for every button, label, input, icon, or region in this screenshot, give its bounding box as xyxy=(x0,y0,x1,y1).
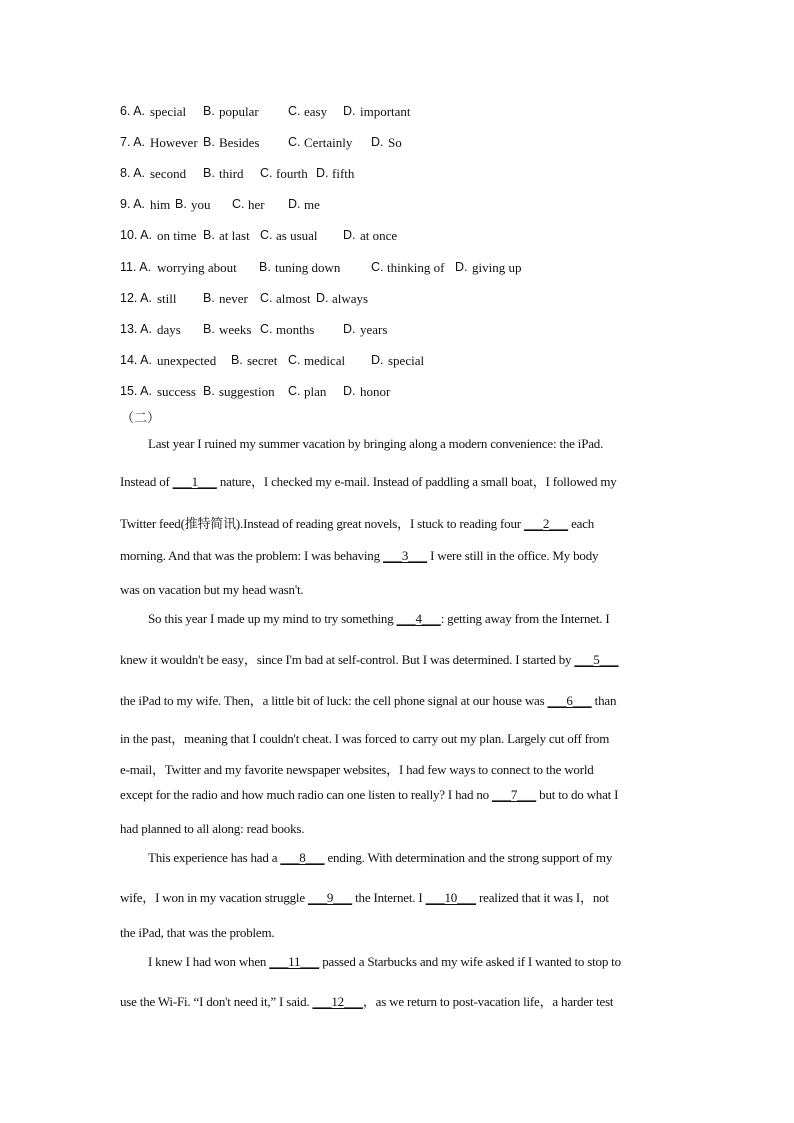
option-a[interactable]: him xyxy=(150,197,171,212)
passage-line: morning. And that was the problem: I was behaving ___3___ I were still in the office. My body xyxy=(120,548,599,563)
option-d[interactable]: years xyxy=(360,322,388,337)
option-letter: C. xyxy=(260,228,273,242)
option-c[interactable]: almost xyxy=(276,291,311,306)
question-number: 14. A. xyxy=(120,353,152,367)
option-a[interactable]: second xyxy=(150,166,187,181)
option-a[interactable]: success xyxy=(157,384,196,399)
blank-2[interactable]: ___2___ xyxy=(523,516,569,531)
option-letter: C. xyxy=(260,322,273,336)
option-letter: C. xyxy=(288,135,301,149)
option-b[interactable]: weeks xyxy=(219,322,252,337)
passage-line: I knew I had won when ___11___ passed a Starbucks and my wife asked if I wanted to stop to xyxy=(148,954,621,969)
option-letter: B. xyxy=(175,197,187,211)
option-b[interactable]: Besides xyxy=(219,135,260,150)
option-c[interactable]: plan xyxy=(304,384,327,399)
option-d[interactable]: So xyxy=(388,135,402,150)
passage-line: wife，I won in my vacation struggle ___9___ the Internet. I ___10___ realized that it was I，not xyxy=(120,890,609,905)
option-letter: B. xyxy=(259,260,271,274)
passage-line: e-mail，Twitter and my favorite newspaper websites，I had few ways to connect to the world xyxy=(120,762,594,777)
option-b[interactable]: tuning down xyxy=(275,260,341,275)
option-d[interactable]: special xyxy=(388,353,425,368)
option-b[interactable]: suggestion xyxy=(219,384,275,399)
option-a[interactable]: However xyxy=(150,135,198,150)
option-a[interactable]: unexpected xyxy=(157,353,217,368)
option-letter: C. xyxy=(288,104,301,118)
option-letter: D. xyxy=(343,228,356,242)
option-d[interactable]: always xyxy=(332,291,369,306)
option-d[interactable]: at once xyxy=(360,228,398,243)
option-c[interactable]: her xyxy=(248,197,265,212)
option-b[interactable]: never xyxy=(219,291,248,306)
passage-line: the iPad to my wife. Then，a little bit of luck: the cell phone signal at our house was ___6___ than xyxy=(120,693,617,708)
option-b[interactable]: you xyxy=(191,197,211,212)
option-letter: B. xyxy=(203,104,215,118)
blank-6[interactable]: ___6___ xyxy=(547,693,592,708)
passage-line: This experience has had a ___8___ ending. With determination and the strong support of my xyxy=(148,850,613,865)
option-b[interactable]: third xyxy=(219,166,244,181)
blank-9[interactable]: ___9___ xyxy=(307,890,353,905)
passage-line: So this year I made up my mind to try something ___4___: getting away from the Internet. I xyxy=(148,611,610,626)
option-letter: B. xyxy=(203,291,215,305)
question-number: 15. A. xyxy=(120,384,152,398)
question-number: 13. A. xyxy=(120,322,152,336)
option-letter: D. xyxy=(343,322,356,336)
blank-5[interactable]: ___5___ xyxy=(574,652,619,667)
option-a[interactable]: on time xyxy=(157,228,197,243)
option-letter: B. xyxy=(231,353,243,367)
option-letter: D. xyxy=(288,197,301,211)
option-letter: B. xyxy=(203,166,215,180)
question-number: 7. A. xyxy=(120,135,146,149)
option-a[interactable]: days xyxy=(157,322,181,337)
option-letter: B. xyxy=(203,384,215,398)
blank-11[interactable]: ___11___ xyxy=(269,954,320,969)
question-number: 9. A. xyxy=(120,197,146,211)
blank-4[interactable]: ___4___ xyxy=(396,611,441,626)
passage-line: was on vacation but my head wasn't. xyxy=(120,582,304,597)
option-c[interactable]: Certainly xyxy=(304,135,353,150)
option-letter: D. xyxy=(343,104,356,118)
option-c[interactable]: months xyxy=(276,322,315,337)
option-c[interactable]: as usual xyxy=(276,228,318,243)
option-letter: D. xyxy=(371,353,384,367)
blank-1[interactable]: ___1___ xyxy=(172,474,217,489)
option-c[interactable]: thinking of xyxy=(387,260,445,275)
option-letter: D. xyxy=(316,166,329,180)
option-d[interactable]: giving up xyxy=(472,260,522,275)
option-c[interactable]: medical xyxy=(304,353,346,368)
passage-line: the iPad, that was the problem. xyxy=(120,925,275,940)
blank-3[interactable]: ___3___ xyxy=(382,548,428,563)
passage-line: knew it wouldn't be easy，since I'm bad at self-control. But I was determined. I started by ___5___ xyxy=(120,652,619,667)
passage-line: Instead of ___1___ nature，I checked my e-mail. Instead of paddling a small boat，I followed my xyxy=(120,474,617,489)
option-letter: C. xyxy=(260,291,273,305)
passage-line: had planned to all along: read books. xyxy=(120,821,305,836)
option-a[interactable]: special xyxy=(150,104,187,119)
option-a[interactable]: still xyxy=(157,291,177,306)
option-letter: C. xyxy=(260,166,273,180)
passage-line: use the Wi-Fi. “I don't need it,” I said. ___12___，as we return to post-vacation life，a harder test xyxy=(120,994,614,1009)
option-c[interactable]: easy xyxy=(304,104,328,119)
blank-10[interactable]: ___10___ xyxy=(425,890,476,905)
section-label: （二） xyxy=(121,410,161,425)
question-number: 12. A. xyxy=(120,291,152,305)
option-d[interactable]: fifth xyxy=(332,166,355,181)
option-b[interactable]: popular xyxy=(219,104,259,119)
option-letter: C. xyxy=(288,384,301,398)
blank-7[interactable]: ___7___ xyxy=(491,787,537,802)
option-letter: B. xyxy=(203,135,215,149)
option-a[interactable]: worrying about xyxy=(157,260,237,275)
passage-line: in the past，meaning that I couldn't cheat. I was forced to carry out my plan. Largely cut off from xyxy=(120,731,610,746)
option-letter: B. xyxy=(203,228,215,242)
passage-line: Twitter feed(推特简讯).Instead of reading great novels，I stuck to reading four ___2___ each xyxy=(120,516,595,531)
option-letter: C. xyxy=(288,353,301,367)
question-number: 10. A. xyxy=(120,228,152,242)
blank-12[interactable]: ___12___ xyxy=(312,994,363,1009)
option-letter: D. xyxy=(316,291,329,305)
question-number: 11. A. xyxy=(120,260,152,274)
option-b[interactable]: at last xyxy=(219,228,250,243)
option-letter: D. xyxy=(343,384,356,398)
blank-8[interactable]: ___8___ xyxy=(280,850,325,865)
option-c[interactable]: fourth xyxy=(276,166,308,181)
option-letter: B. xyxy=(203,322,215,336)
passage-line: Last year I ruined my summer vacation by bringing along a modern convenience: the iPad. xyxy=(148,436,604,451)
option-d[interactable]: me xyxy=(304,197,320,212)
passage-line: except for the radio and how much radio can one listen to really? I had no ___7___ but to do what I xyxy=(120,787,619,802)
question-number: 6. A. xyxy=(120,104,146,118)
option-d[interactable]: honor xyxy=(360,384,391,399)
option-letter: C. xyxy=(371,260,384,274)
question-number: 8. A. xyxy=(120,166,146,180)
option-letter: D. xyxy=(371,135,384,149)
option-letter: D. xyxy=(455,260,468,274)
option-letter: C. xyxy=(232,197,245,211)
option-d[interactable]: important xyxy=(360,104,411,119)
option-b[interactable]: secret xyxy=(247,353,278,368)
